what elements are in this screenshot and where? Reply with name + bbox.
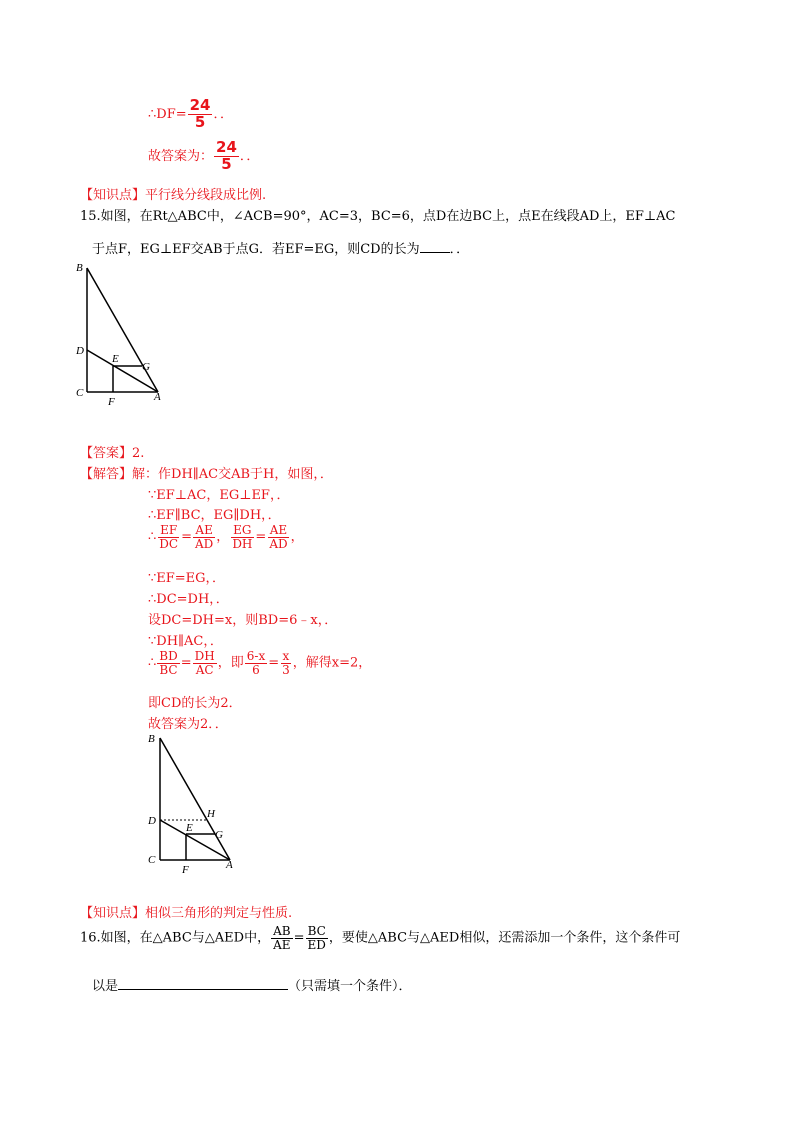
- label-C: C: [148, 854, 156, 866]
- label-E: E: [112, 353, 119, 365]
- answer-15: 【答案】2.: [80, 446, 145, 461]
- knowledge-point-15: 【知识点】相似三角形的判定与性质.: [80, 906, 293, 921]
- step-11: 故答案为2．．: [148, 717, 228, 732]
- answer-blank[interactable]: [118, 989, 288, 990]
- final-answer-line: 故答案为： $\frac{24}{5}$ ．．: [148, 138, 260, 173]
- label-B: B: [148, 733, 155, 745]
- label-A: A: [154, 391, 161, 403]
- label-G: G: [215, 829, 223, 841]
- question-15-line2: 于点F，EG⊥EF交AB于点G．若EF=EG，则CD的长为 ．．: [92, 242, 470, 257]
- label-E: E: [186, 822, 193, 834]
- answer-blank[interactable]: [420, 252, 450, 253]
- conclusion-prefix: ∴DF=: [148, 106, 187, 122]
- figure-q15: [70, 258, 180, 408]
- solution-15-line1: 【解答】解：作DH∥AC交AB于H，如图，．: [80, 467, 333, 482]
- label-A: A: [226, 859, 233, 871]
- fraction-24-5-final: $\frac{24}{5}$: [216, 138, 237, 173]
- step-8: ∵DH∥AC，．: [148, 634, 223, 649]
- label-B: B: [76, 262, 83, 274]
- label-F: F: [182, 864, 189, 876]
- label-F: F: [108, 396, 115, 408]
- label-D: D: [76, 345, 84, 357]
- question-16-line2: 以是 （只需填一个条件）．: [92, 979, 412, 994]
- conclusion-df: ∴DF= $\frac{24}{5}$ ．．: [148, 96, 233, 131]
- step-6: ∴DC=DH，．: [148, 592, 229, 607]
- question-16-line1: 16.如图，在△ABC与△AED中， $\frac{AB}{AE}$ = $\frac{BC}{ED}$ ，要使△ABC与△AED相似，还需添加一个条件，这个条件可: [80, 924, 681, 952]
- step-5: ∵EF=EG，．: [148, 571, 226, 586]
- step-7: 设DC=DH=x，则BD=6﹣x，．: [148, 613, 338, 628]
- label-D: D: [148, 815, 156, 827]
- label-G: G: [142, 361, 150, 373]
- figure-solution-15: [140, 730, 250, 880]
- question-15-line1: 15.如图，在Rt△ABC中，∠ACB=90°，AC=3，BC=6，点D在边BC上，点E在线段AD上，EF⊥AC: [80, 209, 676, 224]
- knowledge-point-14: 【知识点】平行线分线段成比例.: [80, 188, 267, 203]
- step-2: ∵EF⊥AC，EG⊥EF，．: [148, 488, 290, 503]
- step-4: ∴ $\frac{EF}{DC}$ = $\frac{AE}{AD}$ ， $\frac{EG}{DH}$ = $\frac{AE}{AD}$ ，: [148, 523, 304, 551]
- fraction-24-5: $\frac{24}{5}$: [189, 96, 211, 131]
- step-3: ∴EF∥BC，EG∥DH，．: [148, 508, 281, 523]
- step-9: ∴ $\frac{BD}{BC}$ = $\frac{DH}{AC}$ ，即 $\frac{6-x}{6}$ = $\frac{x}{3}$ ，解得x=2，: [148, 649, 372, 677]
- label-C: C: [76, 387, 84, 399]
- label-H: H: [207, 808, 215, 820]
- step-10: 即CD的长为2．: [148, 696, 242, 711]
